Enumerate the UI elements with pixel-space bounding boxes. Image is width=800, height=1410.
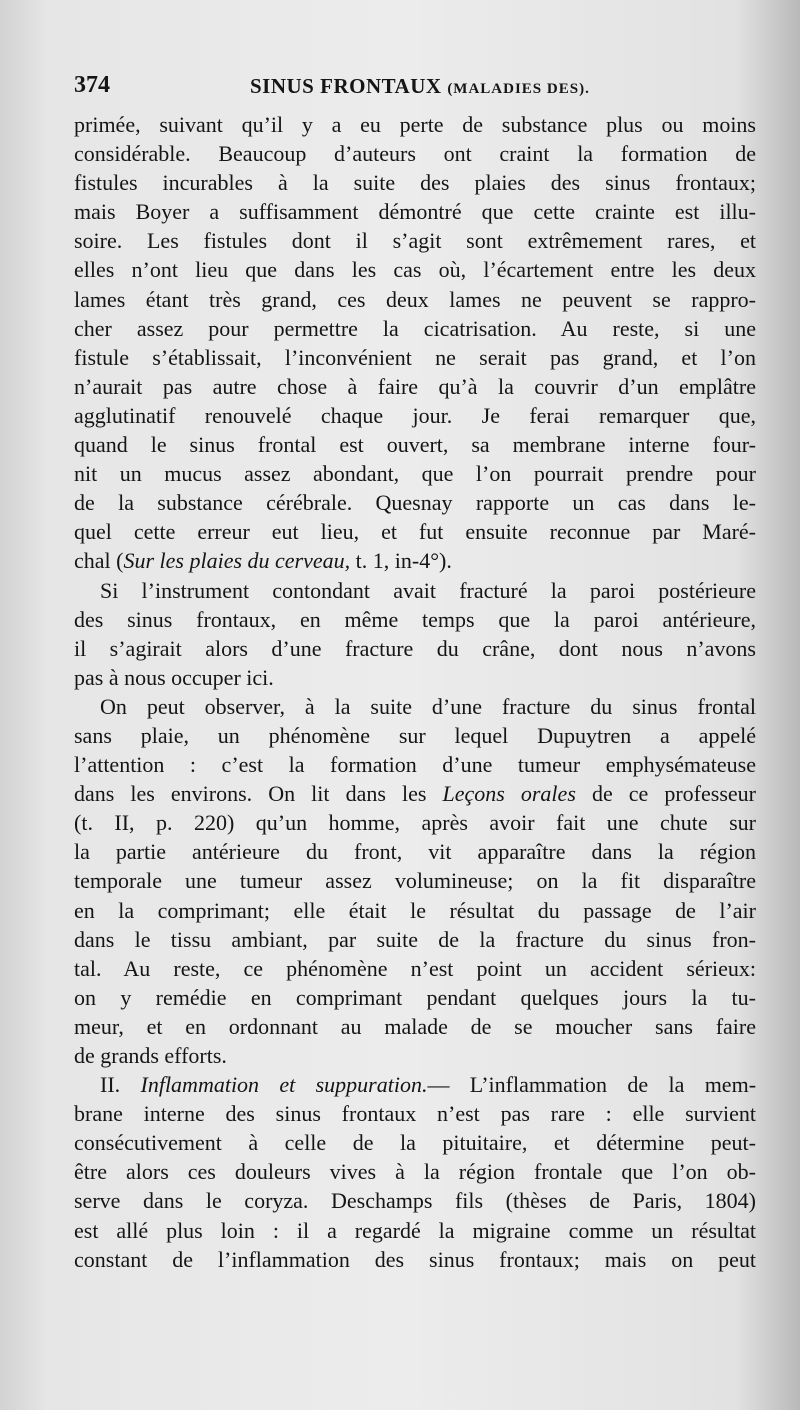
page-number: 374 — [74, 72, 110, 98]
text-line: temporale une tumeur assez volumineuse; on la fit disparaître — [74, 868, 756, 894]
text-line: cher assez pour permettre la cicatrisation. Au reste, si une — [74, 315, 756, 341]
text-line: de la substance cérébrale. Quesnay rapporte un cas dans le- — [74, 490, 756, 516]
text-line: quand le sinus frontal est ouvert, sa membrane interne four- — [74, 432, 756, 458]
text-line: tal. Au reste, ce phénomène n’est point un accident sérieux: — [74, 955, 756, 981]
text-line — [74, 546, 756, 575]
text-line: nit un mucus assez abondant, que l’on pourrait prendre pour — [74, 461, 756, 487]
page-header — [74, 72, 764, 106]
text-line: sans plaie, un phénomène sur lequel Dupuytren a appelé — [74, 722, 756, 748]
text-line: elles n’ont lieu que dans les cas où, l’écartement entre les deux — [74, 257, 756, 283]
text-line: n’aurait pas autre chose à faire qu’à la couvrir d’un emplâtre — [74, 373, 756, 399]
text-line: la partie antérieure du front, vit apparaître dans la région — [74, 839, 756, 865]
text-line: lames étant très grand, ces deux lames ne peuvent se rappro- — [74, 286, 756, 312]
text-run: chal ( — [74, 548, 124, 574]
text-line: soire. Les fistules dont il s’agit sont extrêmement rares, et — [74, 228, 756, 254]
text-line: primée, suivant qu’il y a eu perte de substance plus ou moins — [74, 112, 756, 137]
text-line: pas à nous occuper ici. — [74, 664, 274, 690]
text-line: consécutivement à celle de la pituitaire, et détermine peut- — [74, 1130, 756, 1156]
section-number: II. — [100, 1072, 121, 1098]
text-line: serve dans le coryza. Deschamps fils (thèses de Paris, 1804) — [74, 1188, 756, 1214]
text-line: est allé plus loin : il a regardé la migraine comme un résultat — [74, 1217, 756, 1243]
body-text — [74, 110, 756, 1274]
text-line: agglutinatif renouvelé chaque jour. Je ferai remarquer que, — [74, 402, 756, 428]
text-line: (t. II, p. 220) qu’un homme, après avoir fait une chute sur — [74, 810, 756, 836]
text-line: des sinus frontaux, en même temps que la paroi antérieure, — [74, 606, 756, 632]
running-head-title: SINUS FRONTAUX — [250, 74, 442, 98]
text-line: brane interne des sinus frontaux n’est pas rare : elle survient — [74, 1101, 756, 1127]
text-run: t. 1, in-4°). — [350, 548, 452, 574]
section-heading-line — [74, 1070, 756, 1099]
text-line: dans le tissu ambiant, par suite de la fracture du sinus fron- — [74, 926, 756, 952]
text-line: quel cette erreur eut lieu, et fut ensuite reconnue par Maré- — [74, 519, 756, 545]
section-title: Inflammation et suppuration. — [140, 1072, 428, 1098]
cited-title: Leçons orales — [442, 781, 576, 807]
text-line: fistules incurables à la suite des plaies des sinus frontaux; — [74, 170, 756, 196]
text-line: mais Boyer a suffisamment démontré que cette crainte est illu- — [74, 199, 756, 225]
text-run: de ce professeur — [575, 781, 756, 807]
text-line: Si l’instrument contondant avait fracturé la paroi postérieure — [100, 577, 756, 603]
text-line: On peut observer, à la suite d’une fracture du sinus frontal — [100, 693, 756, 719]
text-line: meur, et en ordonnant au malade de se moucher sans faire — [74, 1013, 756, 1039]
text-line: il s’agirait alors d’une fracture du crâne, dont nous n’avons — [74, 635, 756, 661]
cited-title: Sur les plaies du cerveau, — [123, 548, 351, 574]
running-head — [250, 74, 590, 99]
running-head-subtitle: (MALADIES DES). — [447, 81, 590, 97]
text-line: considérable. Beaucoup d’auteurs ont craint la formation de — [74, 141, 756, 167]
text-run: — L’inflammation de la mem- — [427, 1072, 757, 1098]
text-line — [74, 779, 756, 808]
text-line: on y remédie en comprimant pendant quelques jours la tu- — [74, 984, 756, 1010]
text-line: l’attention : c’est la formation d’une tumeur emphysémateuse — [74, 752, 756, 778]
text-line: fistule s’établissait, l’inconvénient ne serait pas grand, et l’on — [74, 344, 756, 370]
text-line: constant de l’inflammation des sinus frontaux; mais on peut — [74, 1246, 756, 1272]
text-line: de grands efforts. — [74, 1043, 227, 1068]
text-line: en la comprimant; elle était le résultat du passage de l’air — [74, 897, 756, 923]
text-run: dans les environs. On lit dans les — [74, 781, 427, 807]
text-line: être alors ces douleurs vives à la région frontale que l’on ob- — [74, 1159, 756, 1185]
